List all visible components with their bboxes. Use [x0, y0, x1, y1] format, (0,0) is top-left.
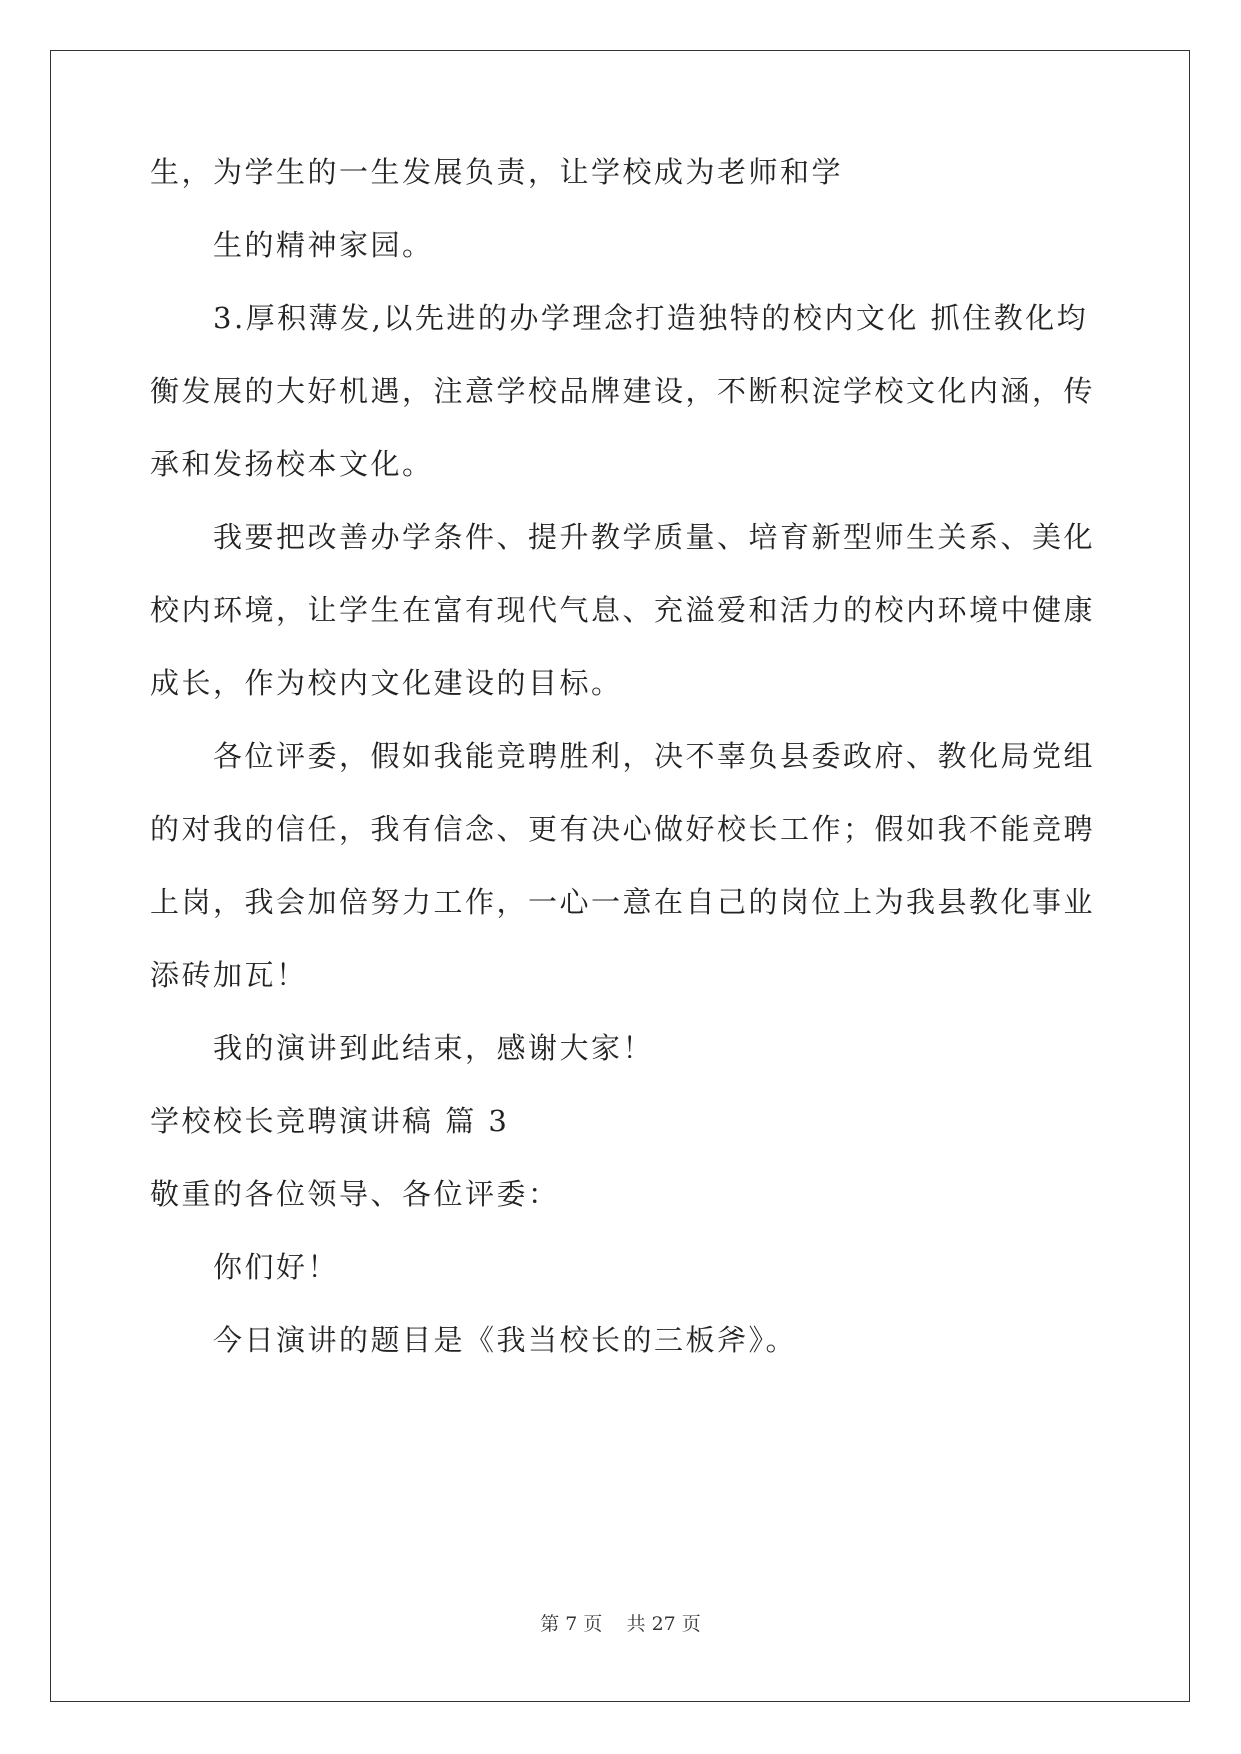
salutation: 敬重的各位领导、各位评委：	[150, 1177, 560, 1211]
paragraph-line: 3.厚积薄发,以先进的办学理念打造独特的校内文化 抓住教化均	[213, 301, 1089, 335]
paragraph-line: 上岗，我会加倍努力工作，一心一意在自己的岗位上为我县教化事业	[150, 885, 1096, 919]
page-number: 第 7 页	[540, 1613, 603, 1635]
paragraph-line: 今日演讲的题目是《我当校长的三板斧》。	[213, 1323, 798, 1357]
paragraph-line: 各位评委，假如我能竞聘胜利，决不辜负县委政府、教化局党组	[213, 739, 1096, 773]
paragraph-line: 的对我的信任，我有信念、更有决心做好校长工作；假如我不能竞聘	[150, 812, 1096, 846]
paragraph-line: 我的演讲到此结束，感谢大家！	[213, 1031, 655, 1065]
paragraph-line: 成长，作为校内文化建设的目标。	[150, 666, 623, 700]
paragraph-line: 我要把改善办学条件、提升教学质量、培育新型师生关系、美化	[213, 520, 1096, 554]
paragraph-line: 校内环境，让学生在富有现代气息、充溢爱和活力的校内环境中健康	[150, 593, 1096, 627]
paragraph-line: 衡发展的大好机遇，注意学校品牌建设，不断积淀学校文化内涵，传	[150, 374, 1096, 408]
paragraph-line: 承和发扬校本文化。	[150, 447, 434, 481]
greeting: 你们好！	[213, 1250, 340, 1284]
paragraph-line: 添砖加瓦！	[150, 958, 308, 992]
page-footer	[0, 1612, 1241, 1636]
section-heading: 学校校长竞聘演讲稿 篇 3	[150, 1104, 510, 1138]
paragraph-line: 生的精神家园。	[213, 228, 434, 262]
paragraph-line: 生，为学生的一生发展负责，让学校成为老师和学	[150, 155, 844, 189]
page-total: 共 27 页	[626, 1613, 701, 1635]
